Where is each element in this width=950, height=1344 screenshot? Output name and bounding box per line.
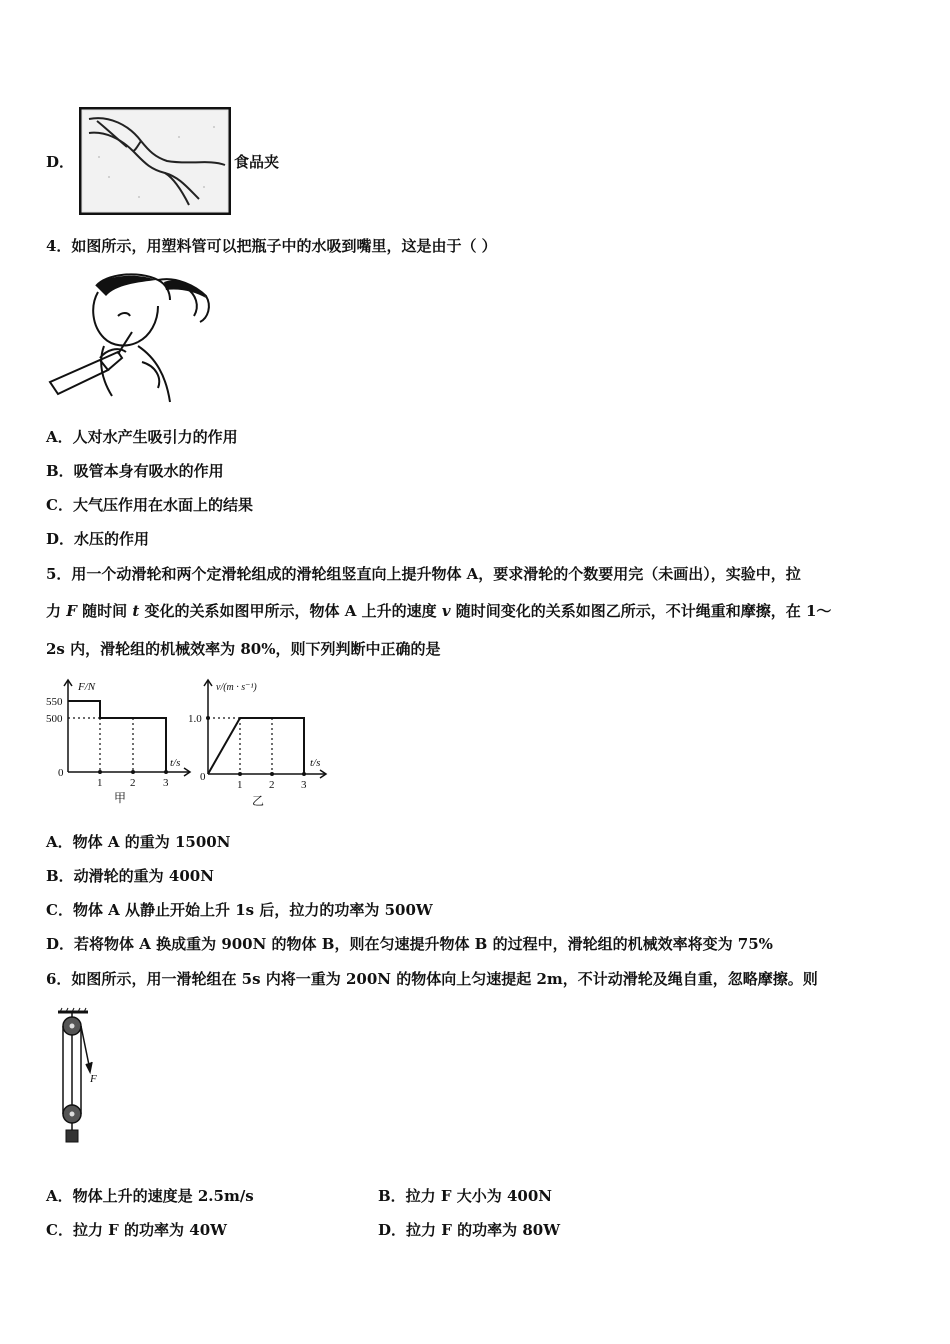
q4-option-a: A．人对水产生吸引力的作用 [46, 428, 238, 446]
q6-option-c: C．拉力 F 的功率为 40W [46, 1221, 227, 1239]
q3-option-d-caption: 食品夹 [234, 153, 280, 171]
q3-option-d-label: D． [46, 153, 75, 171]
q4-option-c: C．大气压作用在水面上的结果 [46, 496, 253, 514]
jia-x-axis-label: t/s [170, 757, 181, 769]
q5-option-b: B．动滑轮的重为 400N [46, 867, 214, 885]
q5-option-d: D．若将物体 A 换成重为 900N 的物体 B，则在匀速提升物体 B 的过程中，滑轮组的机械效率将变为 75% [46, 935, 773, 953]
jia-y-tick-550: 550 [46, 696, 63, 708]
yi-x-tick-3: 3 [301, 779, 307, 791]
pulley-system-image [54, 1006, 110, 1146]
q5-option-a: A．物体 A 的重为 1500N [46, 833, 231, 851]
q4-option-d: D．水压的作用 [46, 530, 150, 548]
jia-x-tick-3: 3 [163, 777, 169, 789]
pulley-force-label: F [90, 1073, 97, 1085]
jia-x-tick-1: 1 [97, 777, 103, 789]
jia-caption: 甲 [114, 791, 127, 805]
q6-option-b: B．拉力 F 大小为 400N [378, 1187, 553, 1205]
girl-drinking-straw-image [46, 266, 218, 408]
velocity-time-graph [186, 676, 336, 810]
food-clip-image [79, 107, 231, 215]
jia-x-tick-2: 2 [130, 777, 136, 789]
force-time-graph [44, 676, 194, 806]
q5-option-c: C．物体 A 从静止开始上升 1s 后，拉力的功率为 500W [46, 901, 433, 919]
yi-x-axis-label: t/s [310, 757, 321, 769]
q6-stem: 6．如图所示，用一滑轮组在 5s 内将一重为 200N 的物体向上匀速提起 2m，不计动滑轮及绳自重，忽略摩擦。则 [46, 970, 818, 988]
yi-y-axis-label: v/(m · s⁻¹) [216, 682, 257, 693]
jia-y-axis-label: F/N [78, 681, 96, 693]
q4-option-b: B．吸管本身有吸水的作用 [46, 462, 224, 480]
q5-stem-line3: 2s 内，滑轮组的机械效率为 80%，则下列判断中正确的是 [46, 640, 441, 658]
jia-y-tick-500: 500 [46, 713, 63, 725]
yi-x-tick-2: 2 [269, 779, 275, 791]
yi-y-tick-1: 1.0 [188, 713, 202, 725]
q6-option-a: A．物体上升的速度是 2.5m/s [46, 1187, 254, 1205]
q4-stem: 4．如图所示，用塑料管可以把瓶子中的水吸到嘴里，这是由于（ ） [46, 237, 497, 255]
q5-stem-line1: 5．用一个动滑轮和两个定滑轮组成的滑轮组竖直向上提升物体 A，要求滑轮的个数要用完（未画出），实验中，拉 [46, 565, 801, 583]
yi-x-tick-1: 1 [237, 779, 243, 791]
q6-option-d: D．拉力 F 的功率为 80W [378, 1221, 561, 1239]
yi-origin-label: 0 [200, 771, 206, 783]
q5-stem-line2: 力 F 随时间 t 变化的关系如图甲所示，物体 A 上升的速度 v 随时间变化的关系如图乙所示，不计绳重和摩擦，在 1～ [46, 602, 832, 620]
jia-origin-label: 0 [58, 767, 64, 779]
yi-caption: 乙 [252, 794, 265, 808]
